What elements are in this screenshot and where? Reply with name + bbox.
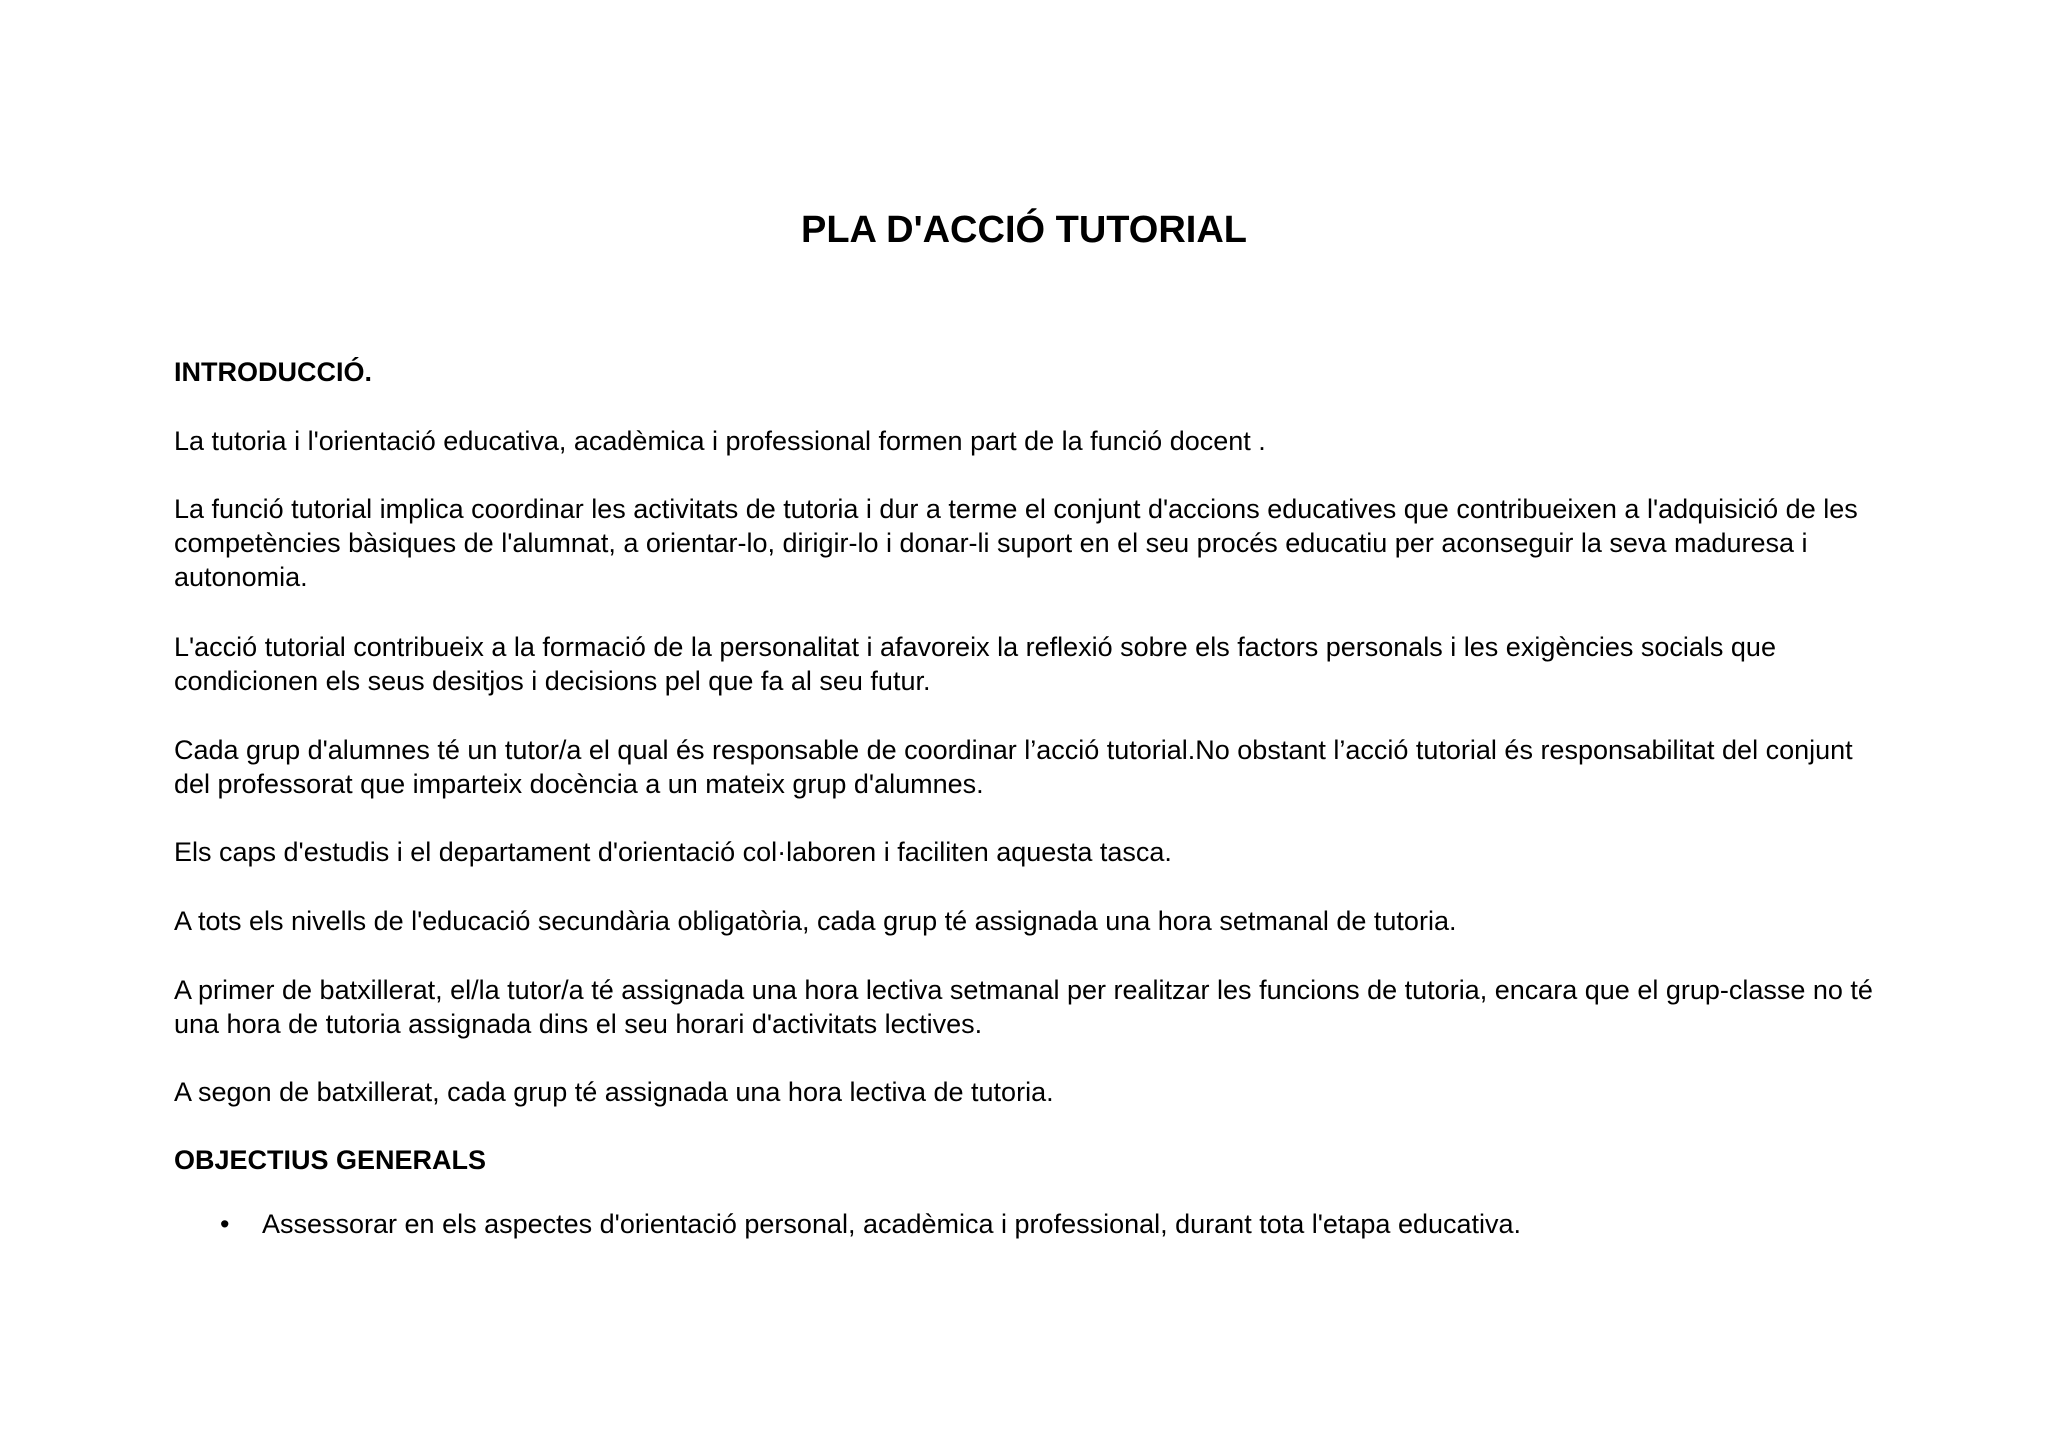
objectives-list: [174, 1207, 1894, 1241]
paragraph-6: A tots els nivells de l'educació secundària obligatòria, cada grup té assignada una hora setmanal de tutoria.: [174, 906, 1457, 936]
paragraph-2: La funció tutorial implica coordinar les activitats de tutoria i dur a terme el conjunt d'accions educatives que contribueixen a l'adquisició de les competències bàsiques de l'alumnat, a orientar-lo, dirigir-lo i donar-li suport en el seu procés educatiu per aconseguir la seva maduresa i autonomia.: [174, 494, 1858, 592]
paragraph-1: La tutoria i l'orientació educativa, acadèmica i professional formen part de la funció docent .: [174, 426, 1266, 456]
paragraph-3: L'acció tutorial contribueix a la formació de la personalitat i afavoreix la reflexió sobre els factors personals i les exigències socials que condicionen els seus desitjos i decisions pel que fa al seu futur.: [174, 632, 1776, 696]
paragraph-7: A primer de batxillerat, el/la tutor/a té assignada una hora lectiva setmanal per realitzar les funcions de tutoria, encara que el grup-classe no té una hora de tutoria assignada dins el seu horari d'activitats lectives.: [174, 975, 1873, 1039]
intro-heading: INTRODUCCIÓ.: [174, 357, 372, 387]
objectives-heading: OBJECTIUS GENERALS: [174, 1145, 487, 1175]
paragraph-5: Els caps d'estudis i el departament d'orientació col·laboren i faciliten aquesta tasca.: [174, 837, 1172, 867]
list-item: [174, 1207, 1894, 1241]
paragraph-4: Cada grup d'alumnes té un tutor/a el qual és responsable de coordinar l’acció tutorial.No obstant l’acció tutorial és responsabilitat del conjunt del professorat que imparteix docència a un mateix grup d'alumnes.: [174, 735, 1853, 799]
paragraph-8: A segon de batxillerat, cada grup té assignada una hora lectiva de tutoria.: [174, 1077, 1054, 1107]
objective-text: Assessorar en els aspectes d'orientació personal, acadèmica i professional, durant tota l'etapa educativa.: [262, 1209, 1522, 1239]
bullet-icon: •: [220, 1209, 230, 1239]
page-title: PLA D'ACCIÓ TUTORIAL: [800, 209, 1248, 251]
